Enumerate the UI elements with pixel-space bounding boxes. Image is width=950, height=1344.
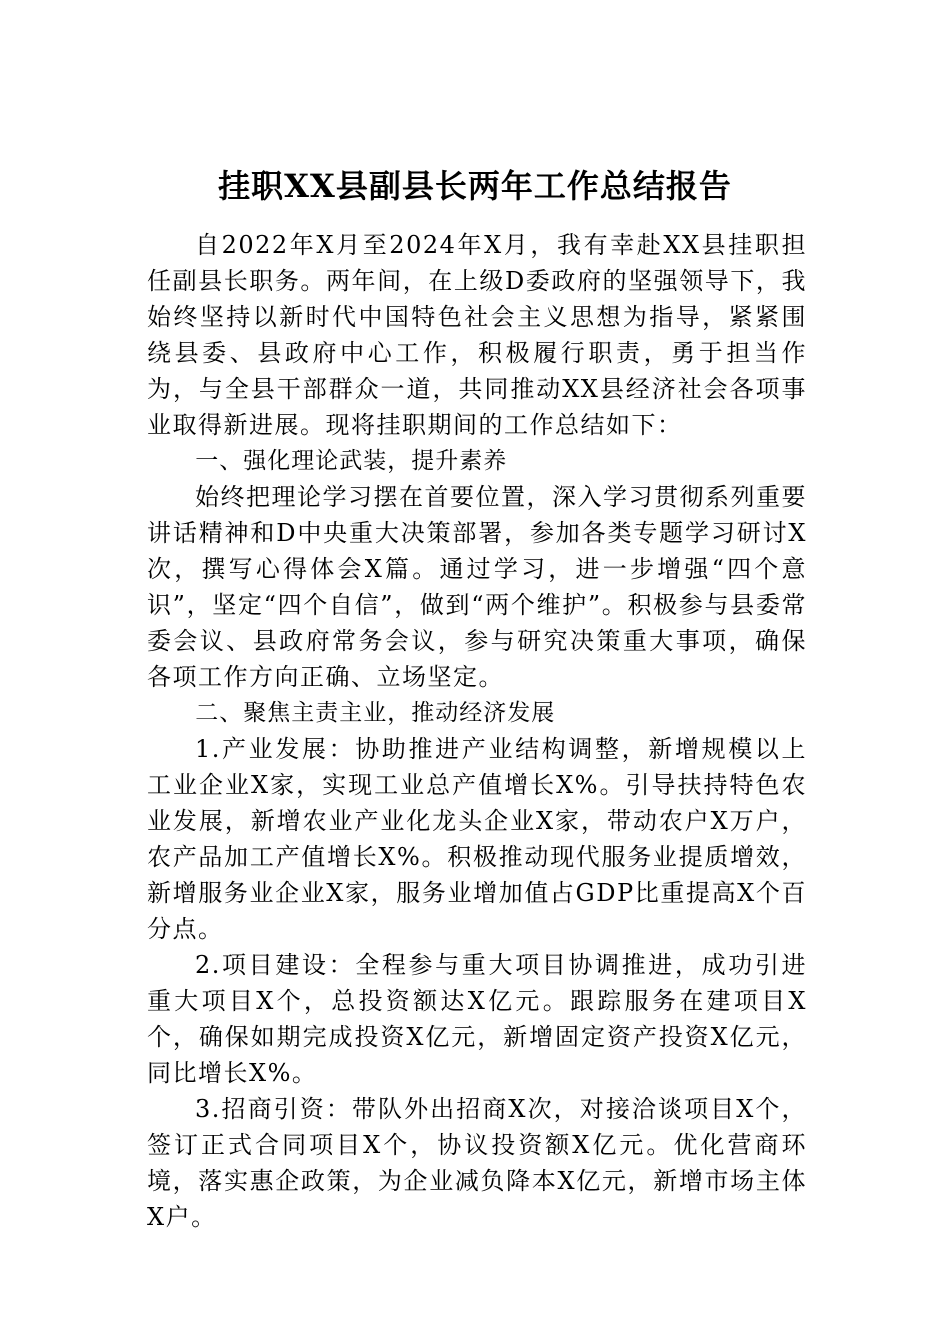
project-construction-paragraph: 2.项目建设：全程参与重大项目协调推进，成功引进重大项目X个，总投资额达X亿元。跟踪服务在建项目X个，确保如期完成投资X亿元，新增固定资产投资X亿元，同比增长X%。	[147, 951, 807, 1087]
section-1-paragraph: 始终把理论学习摆在首要位置，深入学习贯彻系列重要讲话精神和D中央重大决策部署，参加各类专题学习研讨X次，撰写心得体会X篇。通过学习，进一步增强“四个意识”，坚定“四个自信”，做到“两个维护”。积极参与县委常委会议、县政府常务会议，参与研究决策重大事项，确保各项工作方向正确、立场坚定。	[147, 483, 807, 691]
section-2-heading: 二、聚焦主责主业，推动经济发展	[195, 700, 556, 726]
intro-paragraph: 自2022年X月至2024年X月，我有幸赴XX县挂职担任副县长职务。两年间，在上级D委政府的坚强领导下，我始终坚持以新时代中国特色社会主义思想为指导，紧紧围绕县委、县政府中心工作，积极履行职责，勇于担当作为，与全县干部群众一道，共同推动XX县经济社会各项事业取得新进展。现将挂职期间的工作总结如下：	[147, 231, 807, 439]
document-body	[147, 227, 807, 1235]
investment-attraction-paragraph: 3.招商引资：带队外出招商X次，对接洽谈项目X个，签订正式合同项目X个，协议投资额X亿元。优化营商环境，落实惠企政策，为企业减负降本X亿元，新增市场主体X户。	[147, 1095, 807, 1231]
section-1-heading: 一、强化理论武装，提升素养	[195, 448, 508, 474]
document-title: 挂职XX县副县长两年工作总结报告	[218, 167, 732, 205]
industry-development-paragraph: 1.产业发展：协助推进产业结构调整，新增规模以上工业企业X家，实现工业总产值增长X%。引导扶持特色农业发展，新增农业产业化龙头企业X家，带动农户X万户，农产品加工产值增长X%。积极推动现代服务业提质增效，新增服务业企业X家，服务业增加值占GDP比重提高X个百分点。	[147, 735, 807, 943]
